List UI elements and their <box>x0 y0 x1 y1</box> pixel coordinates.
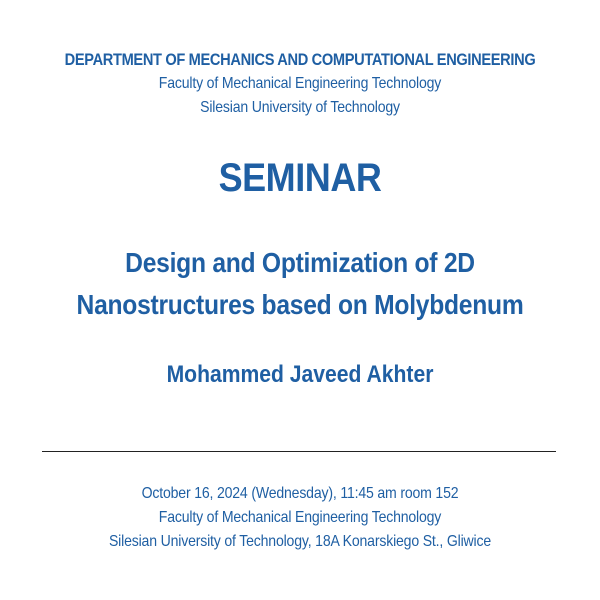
footer-faculty: Faculty of Mechanical Engineering Technology <box>158 509 442 526</box>
header-block <box>0 48 600 120</box>
event-datetime-room: October 16, 2024 (Wednesday), 11:45 am room 152 <box>141 485 459 502</box>
footer-block <box>0 482 600 554</box>
talk-title <box>36 242 564 326</box>
event-type-heading: SEMINAR <box>218 156 382 200</box>
department-name: DEPARTMENT OF MECHANICS AND COMPUTATIONAL ENGINEERING <box>64 50 536 69</box>
footer-address: Silesian University of Technology, 18A Konarskiego St., Gliwice <box>108 533 492 550</box>
talk-title-line-1: Design and Optimization of 2D <box>125 247 475 278</box>
divider-line <box>42 451 556 452</box>
talk-title-line-2: Nanostructures based on Molybdenum <box>76 289 524 320</box>
university-name: Silesian University of Technology <box>200 99 400 116</box>
speaker-name: Mohammed Javeed Akhter <box>166 361 434 388</box>
faculty-name: Faculty of Mechanical Engineering Technology <box>158 75 442 92</box>
